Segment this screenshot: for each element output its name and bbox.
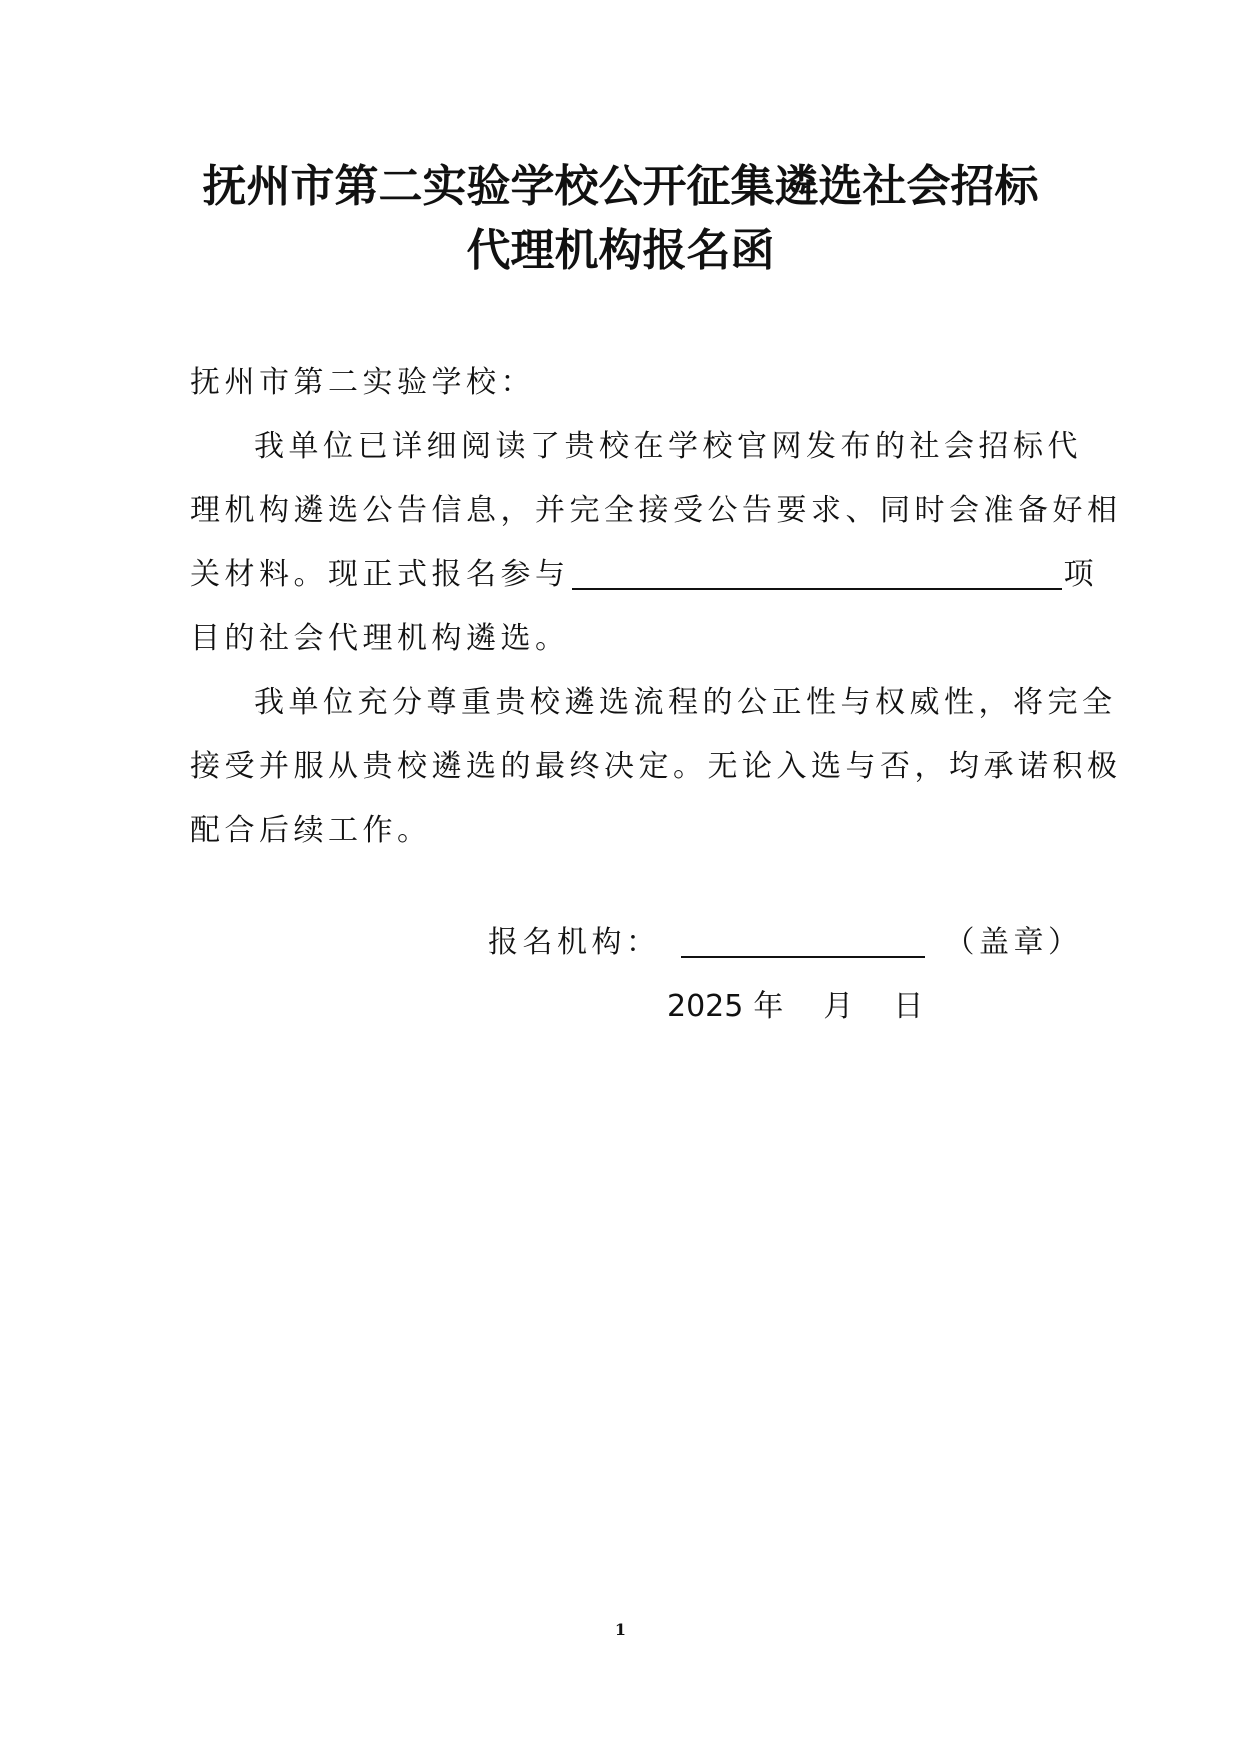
paragraph-1-line-4: 目的社会代理机构遴选。: [190, 621, 570, 656]
document-title-line-1: 抚州市第二实验学校公开征集遴选社会招标: [202, 161, 1039, 212]
paragraph-1-line-3: [190, 543, 1098, 607]
date-year: 2025: [667, 989, 744, 1024]
date-row: [667, 975, 923, 1039]
salutation: 抚州市第二实验学校：: [190, 365, 535, 400]
paragraph-2-line-1: 我单位充分尊重贵校遴选流程的公正性与权威性，将完全: [254, 685, 1117, 720]
date-month-unit: 月: [823, 989, 854, 1024]
project-name-blank[interactable]: [572, 548, 1062, 590]
seal-note: （盖章）: [944, 925, 1083, 960]
signature-row: [488, 911, 1083, 975]
date-day-unit: 日: [893, 989, 924, 1024]
paragraph-2-line-2: 接受并服从贵校遴选的最终决定。无论入选与否，均承诺积极: [190, 749, 1122, 784]
paragraph-1-line-3-text-after: 项: [1063, 557, 1098, 592]
paragraph-1-line-3-text-before: 关材料。现正式报名参与: [190, 557, 570, 592]
date-year-unit: 年: [753, 989, 784, 1024]
paragraph-1-line-1: 我单位已详细阅读了贵校在学校官网发布的社会招标代: [254, 429, 1082, 464]
signature-label: 报名机构：: [488, 925, 661, 960]
organization-name-blank[interactable]: [681, 916, 925, 958]
page-number: 1: [614, 1620, 627, 1639]
document-title-line-2: 代理机构报名函: [466, 225, 775, 276]
paragraph-1-line-2: 理机构遴选公告信息，并完全接受公告要求、同时会准备好相: [190, 493, 1122, 528]
paragraph-2-line-3: 配合后续工作。: [190, 813, 432, 848]
